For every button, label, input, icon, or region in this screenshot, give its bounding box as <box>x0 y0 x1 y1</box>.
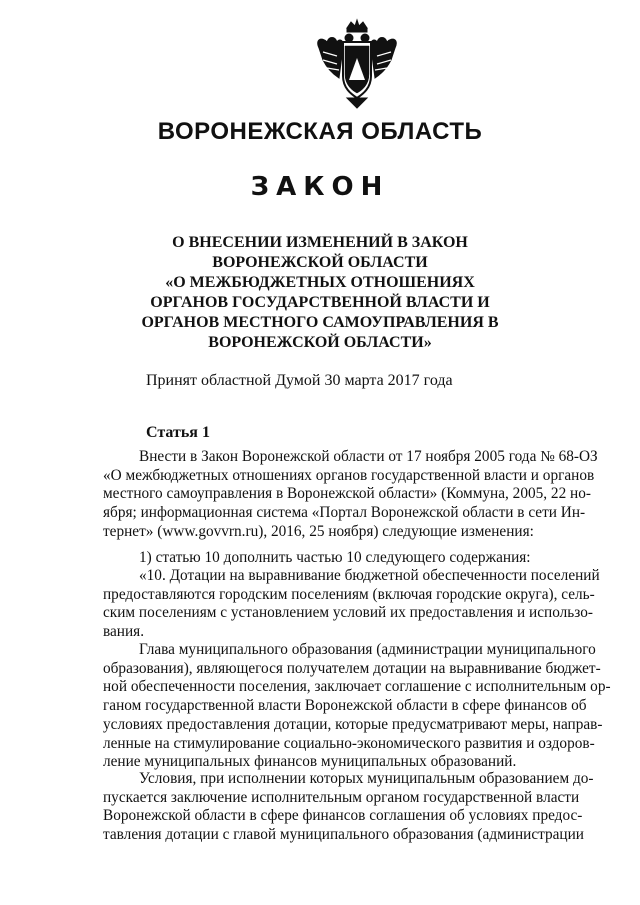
adoption-date: Принят областной Думой 30 марта 2017 года <box>146 372 453 389</box>
text-line: ября; информационная система «Портал Воронежской области в сети Ин- <box>103 504 586 522</box>
text-line: «О межбюджетных отношениях органов государственной власти и органов <box>103 466 595 484</box>
text-line: образования), являющегося получателем дотации на выравнивание бюджет- <box>103 659 601 677</box>
text-line: «10. Дотации на выравнивание бюджетной обеспеченности поселений <box>139 567 600 584</box>
text-line: тернет» (www.govvrn.ru), 2016, 25 ноября) следующие изменения: <box>103 522 534 540</box>
text-line: предоставляются городским поселениям (включая городские округа), сель- <box>103 585 595 603</box>
law-title <box>120 233 520 353</box>
voronezh-coat-of-arms-icon <box>309 18 405 110</box>
text-line: ским поселениям с установлением условий их предоставления и использо- <box>103 604 593 622</box>
text-line: ленные на стимулирование социально-экономического развития и оздоров- <box>103 734 595 752</box>
text-line: тавления дотации с главой муниципального образования (администрации <box>103 826 584 844</box>
title-line: О ВНЕСЕНИИ ИЗМЕНЕНИЙ В ЗАКОН <box>172 234 468 251</box>
paragraph <box>103 770 594 845</box>
text-line: местного самоуправления в Воронежской области» (Коммуна, 2005, 22 но- <box>103 485 591 503</box>
text-line: вания. <box>103 623 145 641</box>
text-line: ганом государственной власти Воронежской области в сфере финансов об <box>103 697 587 715</box>
title-line: ВОРОНЕЖСКОЙ ОБЛАСТИ» <box>208 334 432 351</box>
title-line: ОРГАНОВ ГОСУДАРСТВЕННОЙ ВЛАСТИ И <box>150 294 490 311</box>
text-line: Внести в Закон Воронежской области от 17 ноября 2005 года № 68-ОЗ <box>139 448 598 465</box>
text-line: 1) статью 10 дополнить частью 10 следующего содержания: <box>139 549 531 566</box>
text-line: Условия, при исполнении которых муниципальным образованием до- <box>139 770 594 787</box>
document-type: ЗАКОН <box>250 172 390 202</box>
text-line: условиях предоставления дотации, которые предусматривают меры, направ- <box>103 715 603 733</box>
text-line: Воронежской области в сфере финансов соглашения об условиях предос- <box>103 807 583 825</box>
text-line: ной обеспеченности поселения, заключает соглашение с исполнительным ор- <box>103 678 611 696</box>
title-line: ВОРОНЕЖСКОЙ ОБЛАСТИ <box>212 254 428 271</box>
text-line: ление муниципальных финансов муниципальных образований. <box>103 753 517 771</box>
paragraph <box>103 641 611 772</box>
region-name: ВОРОНЕЖСКАЯ ОБЛАСТЬ <box>157 118 483 145</box>
title-line: «О МЕЖБЮДЖЕТНЫХ ОТНОШЕНИЯХ <box>165 274 475 291</box>
paragraph <box>103 448 598 542</box>
paragraph <box>103 567 600 642</box>
text-line: пускается заключение исполнительным органом государственной власти <box>103 788 580 806</box>
article-heading: Статья 1 <box>146 424 210 441</box>
text-line: Глава муниципального образования (администрации муниципального <box>139 641 596 658</box>
title-line: ОРГАНОВ МЕСТНОГО САМОУПРАВЛЕНИЯ В <box>141 314 499 331</box>
paragraph <box>103 549 573 568</box>
